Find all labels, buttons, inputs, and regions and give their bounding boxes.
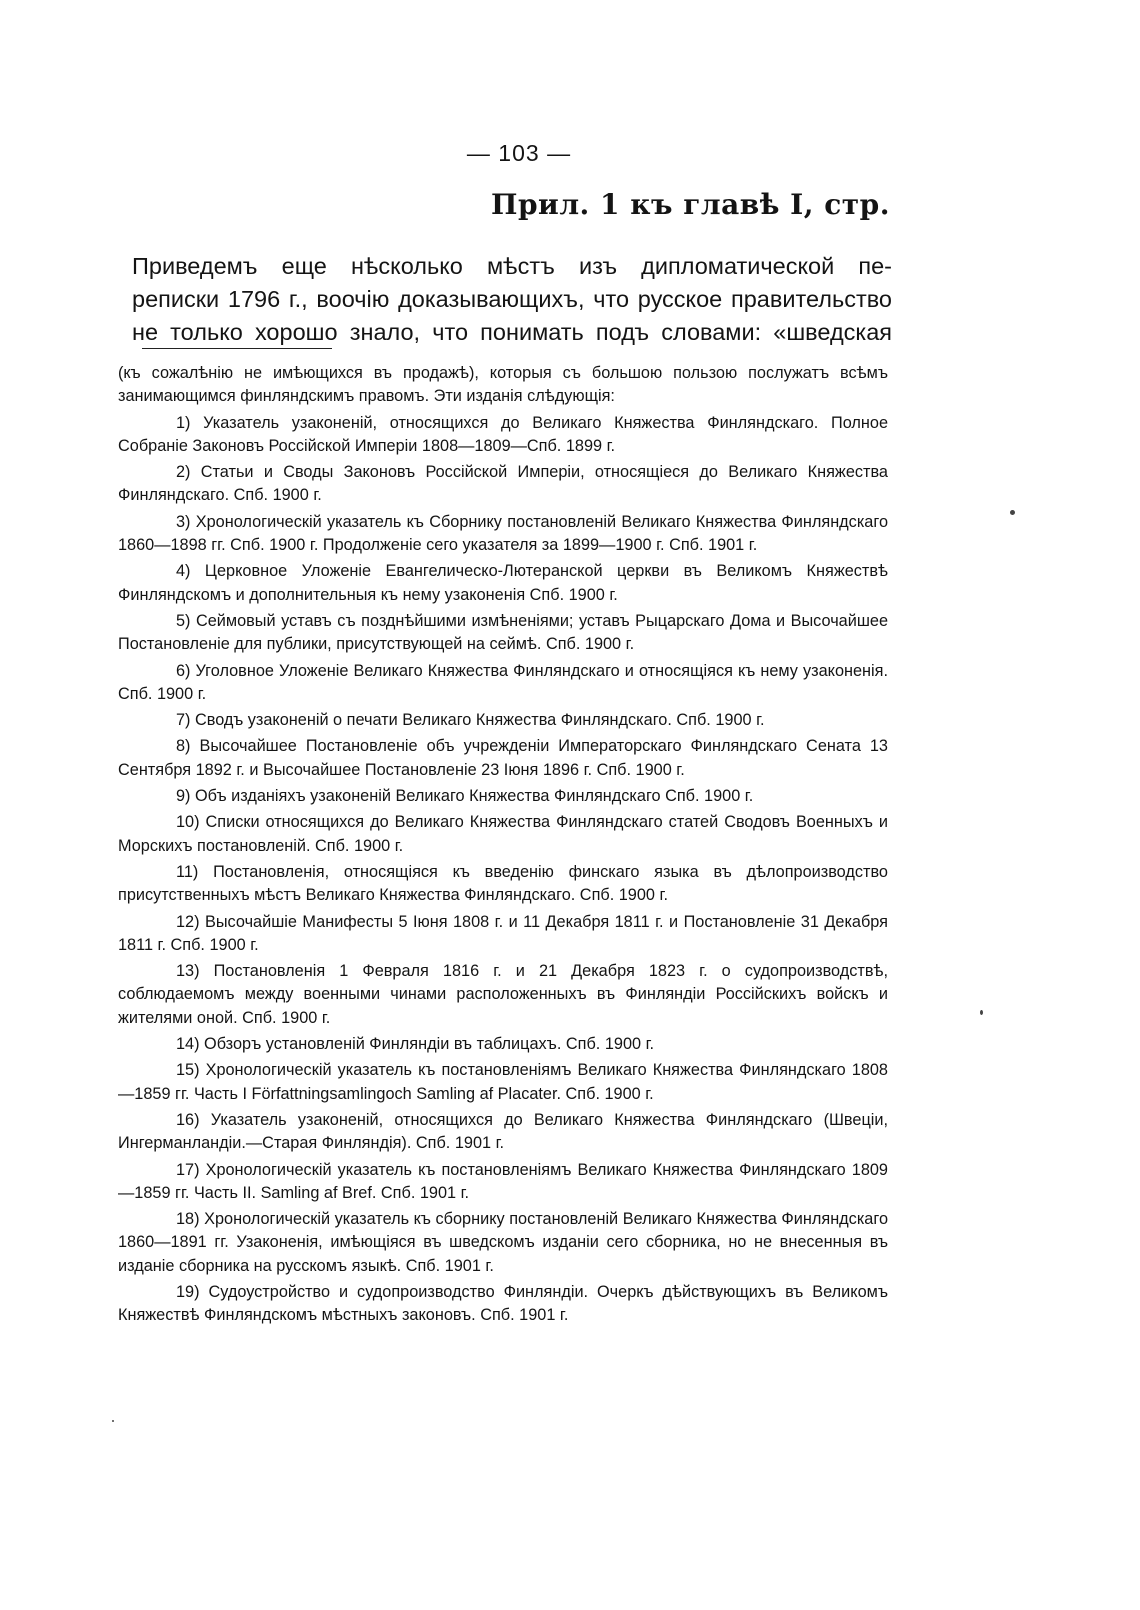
intro-line: Приведемъ еще нѣсколько мѣстъ изъ дипломатической пе- bbox=[132, 253, 892, 279]
footnote-item: 15) Хронологическій указатель къ постановленіямъ Великаго Княжества Финляндскаго 1808—1859 гг. Часть I Författningsamlingoch Samling af Placater. Спб. 1900 г. bbox=[118, 1061, 888, 1103]
scan-speck bbox=[112, 1420, 114, 1422]
appendix-heading: Прил. 1 къ главѣ I, стр. bbox=[491, 188, 890, 221]
intro-line: не только хорошо знало, что понимать подъ словами: «шведская bbox=[132, 319, 892, 345]
footnote-item: 4) Церковное Уложеніе Евангелическо-Лютеранской церкви въ Великомъ Княжествѣ Финляндскомъ и дополнительныя къ нему узаконенія Спб. 1900 г. bbox=[118, 562, 888, 604]
footnote-item: 5) Сеймовый уставъ съ позднѣйшими измѣненіями; уставъ Рыцарскаго Дома и Высочайшее Постановленіе для публики, присутствующей на сеймѣ. Спб. 1900 г. bbox=[118, 611, 888, 654]
footnote-item: 10) Списки относящихся до Великаго Княжества Финляндскаго статей Сводовъ Военныхъ и Морскихъ постановленій. Спб. 1900 г. bbox=[118, 813, 888, 855]
footnote-item: 19) Судоустройство и судопроизводство Финляндіи. Очеркъ дѣйствующихъ въ Великомъ Княжествѣ Финляндскомъ мѣстныхъ законовъ. Спб. 1901 г. bbox=[118, 1282, 888, 1325]
footnote-item: 14) Обзоръ установленій Финляндіи въ таблицахъ. Спб. 1900 г. bbox=[176, 1035, 655, 1054]
footnote-block bbox=[118, 362, 888, 1328]
footnote-lead: (къ сожалѣнію не имѣющихся въ продажѣ), которыя съ большою пользою послужатъ всѣмъ занимающимся финляндскимъ правомъ. Эти изданія слѣдующія: bbox=[118, 364, 888, 406]
scan-speck bbox=[1010, 510, 1015, 515]
intro-paragraph bbox=[132, 250, 892, 349]
footnote-item: 1) Указатель узаконеній, относящихся до Великаго Княжества Финляндскаго. Полное Собраніе Законовъ Россійской Имперіи 1808—1809—Спб. 1899 г. bbox=[118, 413, 888, 455]
scan-speck bbox=[980, 1010, 983, 1015]
footnote-item: 13) Постановленія 1 Февраля 1816 г. и 21 Декабря 1823 г. о судопроизводствѣ, соблюдаемомъ между военными чинами расположенныхъ въ Финляндіи Россійскихъ войскъ и жителями оной. Спб. 1900 г. bbox=[118, 962, 888, 1027]
footnote-item: 3) Хронологическій указатель къ Сборнику постановленій Великаго Княжества Финляндскаго 1860—1898 гг. Спб. 1900 г. Продолженіе сего указателя за 1899—1900 г. Спб. 1901 г. bbox=[118, 512, 888, 555]
page-number: — 103 — bbox=[466, 140, 572, 166]
footnote-item: 7) Сводъ узаконеній о печати Великаго Княжества Финляндскаго. Спб. 1900 г. bbox=[176, 711, 765, 730]
footnote-item: 17) Хронологическій указатель къ постановленіямъ Великаго Княжества Финляндскаго 1809—1859 гг. Часть II. Samling af Bref. Спб. 1901 г. bbox=[118, 1160, 888, 1202]
footnote-item: 11) Постановленія, относящіяся къ введенію финскаго языка въ дѣлопроизводство присутственныхъ мѣстъ Великаго Княжества Финляндскаго. Спб. 1900 г. bbox=[118, 862, 888, 905]
intro-line: реписки 1796 г., воочію доказывающихъ, что русское правительство bbox=[132, 286, 892, 312]
footnote-item: 2) Статьи и Своды Законовъ Россійской Имперіи, относящіеся до Великаго Княжества Финляндскаго. Спб. 1900 г. bbox=[118, 463, 888, 505]
footnote-item: 8) Высочайшее Постановленіе объ учрежденіи Императорскаго Финляндскаго Сената 13 Сентября 1892 г. и Высочайшее Постановленіе 23 Іюня 1896 г. Спб. 1900 г. bbox=[118, 737, 888, 779]
footnote-item: 16) Указатель узаконеній, относящихся до Великаго Княжества Финляндскаго (Швеціи, Ингерманландіи.—Старая Финляндія). Спб. 1901 г. bbox=[118, 1110, 888, 1153]
footnote-divider bbox=[142, 348, 332, 349]
footnote-item: 18) Хронологическій указатель къ сборнику постановленій Великаго Княжества Финляндскаго 1860—1891 гг. Узаконенія, имѣющіяся въ шведскомъ изданіи сего сборника, но не внесенныя въ изданіе сборника на русскомъ языкѣ. Спб. 1901 г. bbox=[118, 1210, 888, 1275]
footnote-item: 9) Объ изданіяхъ узаконеній Великаго Княжества Финляндскаго Спб. 1900 г. bbox=[176, 787, 754, 806]
footnote-item: 12) Высочайшіе Манифесты 5 Іюня 1808 г. и 11 Декабря 1811 г. и Постановленіе 31 Декабря 1811 г. Спб. 1900 г. bbox=[118, 912, 888, 954]
footnote-item: 6) Уголовное Уложеніе Великаго Княжества Финляндскаго и относящіяся къ нему узаконенія. Спб. 1900 г. bbox=[118, 661, 888, 703]
